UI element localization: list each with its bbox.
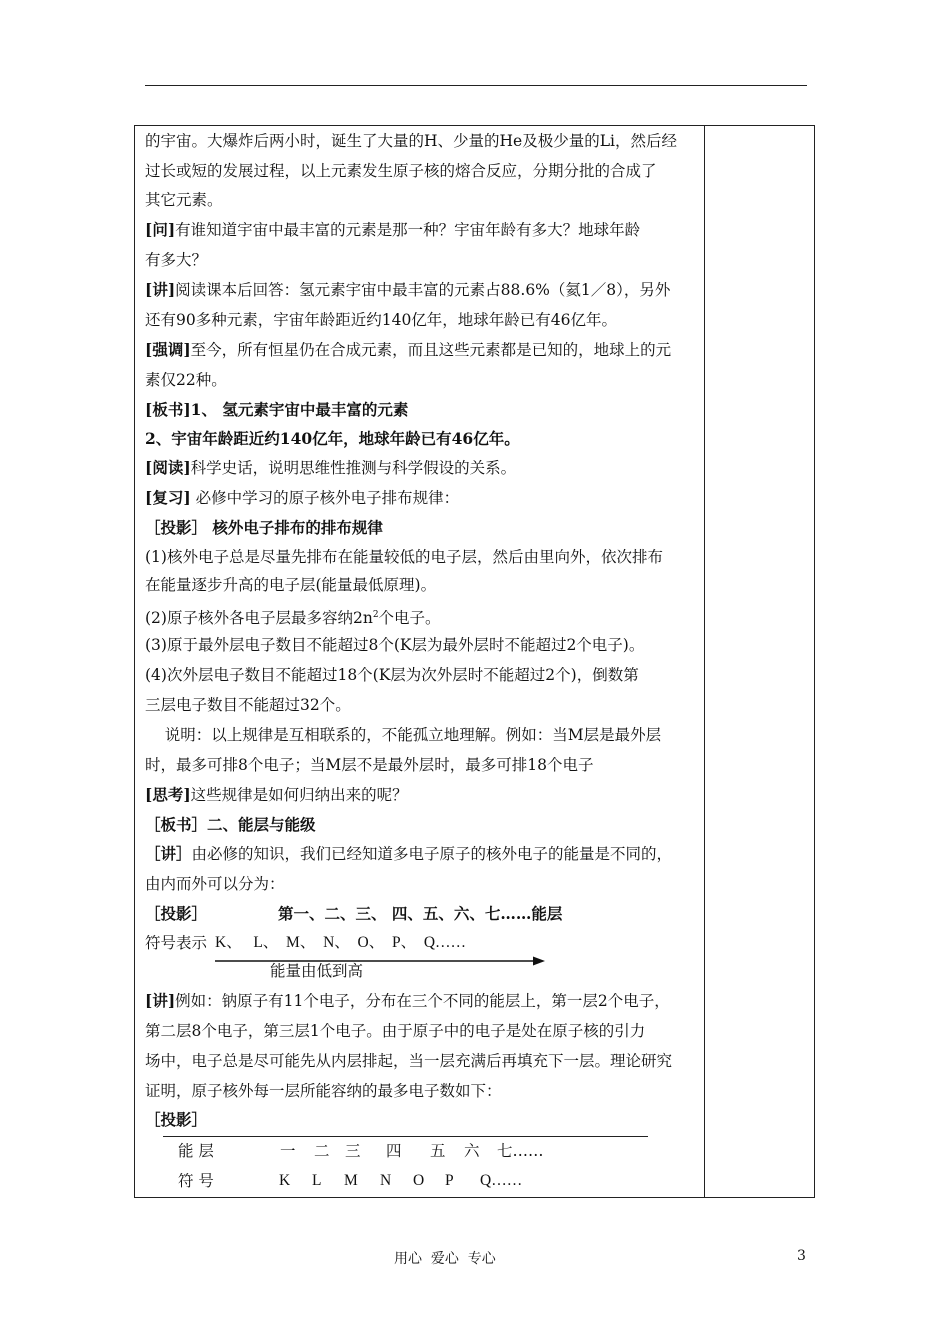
footer-motto: 用心 爱心 专心 [394, 1251, 496, 1267]
layer-cell: 四 [386, 1142, 402, 1160]
emphasis-line: [强调]至今，所有恒星仍在合成元素，而且这些元素都是已知的，地球上的元 [145, 340, 672, 359]
lecture-line: [讲]例如：钠原子有11个电子，分布在三个不同的能层上，第一层2个电子， [145, 991, 670, 1010]
rule-item: 在能量逐步升高的电子层(能量最低原理)。 [145, 576, 437, 594]
layer-table-rule [163, 1136, 648, 1137]
layer-cell: 一 [280, 1142, 296, 1160]
text-line: 过长或短的发展过程，以上元素发生原子核的熔合反应，分期分批的合成了 [145, 162, 657, 180]
note-line: 时，最多可排8个电子；当M层不是最外层时，最多可排18个电子 [145, 756, 594, 774]
symbol-cell: K [279, 1172, 291, 1189]
rule-item: (2)原子核外各电子层最多容纳$2n^2$个电子。 [145, 609, 441, 628]
layer-row-label: 能 层 [178, 1142, 214, 1160]
lecture-line: ［讲］由必修的知识，我们已经知道多电子原子的核外电子的能量是不同的， [145, 844, 673, 863]
text-line: 证明，原子核外每一层所能容纳的最多电子数如下： [145, 1082, 502, 1100]
energy-layer-title: 第一、二、三、 四、五、六、七……能层 [278, 904, 563, 923]
projection-heading: ［投影］ 核外电子排布的排布规律 [145, 518, 383, 537]
symbol-cell: P [445, 1172, 454, 1189]
energy-arrow [215, 955, 545, 967]
text-line: 由内而外可以分为： [145, 875, 285, 893]
layer-cell: 三 [345, 1142, 361, 1160]
text-line: 其它元素。 [145, 191, 223, 209]
note-line: 说明：以上规律是互相联系的，不能孤立地理解。例如：当M层是最外层 [145, 726, 662, 744]
projection-tag: ［投影］ [145, 1110, 208, 1129]
symbol-label: 符号表示 [145, 934, 208, 952]
reading-line: [阅读]科学史话，说明思维性推测与科学假设的关系。 [145, 458, 517, 477]
rule-item: 三层电子数目不能超过32个。 [145, 696, 351, 714]
layer-cell: 六 [464, 1142, 480, 1160]
blackboard-line: [板书]1、 氢元素宇宙中最丰富的元素 [145, 400, 409, 419]
lecture-line: [讲]阅读课本后回答：氢元素宇宙中最丰富的元素占88.6%（氦1／8），另外 [145, 280, 671, 299]
arrow-caption: 能量由低到高 [270, 962, 364, 980]
text-line: 场中，电子总是尽可能先从内层排起，当一层充满后再填充下一层。理论研究 [145, 1052, 673, 1070]
question-line: [问]有谁知道宇宙中最丰富的元素是那一种？宇宙年龄有多大？地球年龄 [145, 220, 641, 239]
page-number: 3 [797, 1248, 806, 1264]
symbol-sequence: K、 L、 M、 N、 O、 P、 Q…… [215, 934, 467, 951]
rule-item: (1)核外电子总是尽量先排布在能量较低的电子层，然后由里向外，依次排布 [145, 548, 663, 566]
symbol-cell: O [413, 1172, 425, 1189]
review-line: [复习] 必修中学习的原子核外电子排布规律： [145, 488, 460, 507]
thinking-line: [思考]这些规律是如何归纳出来的呢？ [145, 785, 408, 804]
layer-cell: 七…… [497, 1142, 544, 1160]
layer-cell: 五 [430, 1142, 446, 1160]
header-rule [145, 85, 807, 86]
text-line: 有多大？ [145, 251, 208, 269]
symbol-cell: M [344, 1172, 358, 1189]
blackboard-line: ［板书］二、能层与能级 [145, 815, 316, 834]
text-line: 的宇宙。大爆炸后两小时，诞生了大量的H、少量的He及极少量的Li，然后经 [145, 132, 677, 150]
projection-tag: ［投影］ [145, 904, 208, 923]
text-line: 还有90多种元素，宇宙年龄距近约140亿年，地球年龄已有46亿年。 [145, 311, 618, 329]
symbol-cell: Q…… [480, 1172, 523, 1189]
symbol-row-label: 符 号 [178, 1172, 214, 1190]
table-column-divider [704, 125, 705, 1198]
text-line: 素仅22种。 [145, 371, 227, 389]
symbol-cell: N [380, 1172, 392, 1189]
rule-item: (3)原于最外层电子数目不能超过8个(K层为最外层时不能超过2个电子)。 [145, 636, 645, 654]
blackboard-line: 2、宇宙年龄距近约140亿年，地球年龄已有46亿年。 [145, 429, 520, 448]
rule-item: (4)次外层电子数目不能超过18个(K层为次外层时不能超过2个)，倒数第 [145, 666, 639, 684]
text-line: 第二层8个电子，第三层1个电子。由于原子中的电子是处在原子核的引力 [145, 1022, 646, 1040]
symbol-cell: L [312, 1172, 322, 1189]
layer-cell: 二 [314, 1142, 330, 1160]
